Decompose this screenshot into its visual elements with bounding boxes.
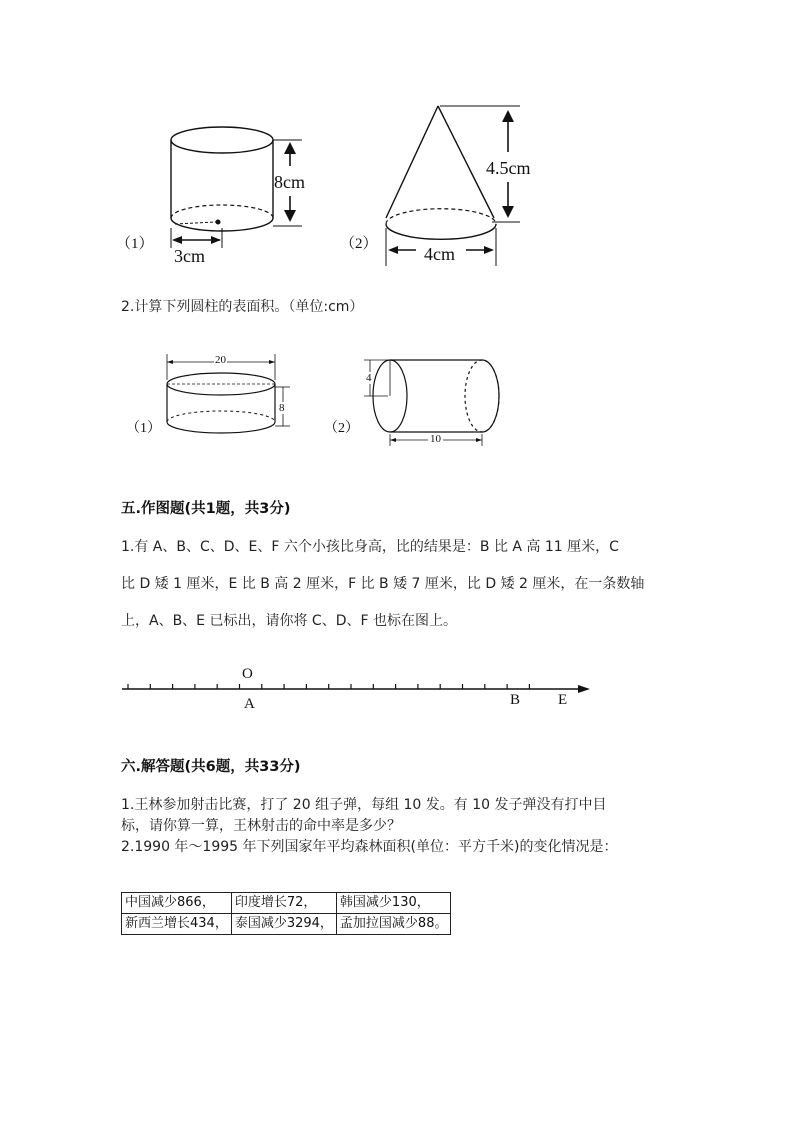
cone-height-label: 4.5cm xyxy=(486,158,531,178)
q2-fig2-length: 10 xyxy=(430,433,441,445)
section5-line-1: 1.有 A、B、C、D、E、F 六个小孩比身高，比的结果是：B 比 A 高 11 厘米，C xyxy=(121,539,619,555)
cylinder-label: （1） xyxy=(116,236,154,252)
cylinder-height-label: 8cm xyxy=(274,172,305,192)
table-cell: 泰国减少3294， xyxy=(231,914,336,935)
forest-table xyxy=(121,892,451,935)
table-cell: 新西兰增长434， xyxy=(122,914,232,935)
axis-origin-label: O xyxy=(242,666,253,682)
table-row xyxy=(122,914,451,935)
table-cell: 中国减少866， xyxy=(122,893,232,914)
cylinder-radius-label: 3cm xyxy=(174,246,205,266)
section5-line-2: 比 D 矮 1 厘米，E 比 B 高 2 厘米，F 比 B 矮 7 厘米，比 D 矮 2 厘米，在一条数轴 xyxy=(121,576,645,592)
cone-diameter-label: 4cm xyxy=(424,244,455,264)
q2-fig2-label: （2） xyxy=(324,421,359,436)
q2-fig1-label: （1） xyxy=(126,421,161,436)
axis-e-label: E xyxy=(558,692,568,708)
q2-text: 2.计算下列圆柱的表面积。（单位:cm） xyxy=(121,299,364,315)
number-axis xyxy=(118,676,598,698)
axis-a-label: A xyxy=(244,696,255,712)
cone-figure xyxy=(380,100,530,270)
table-cell: 孟加拉国减少88。 xyxy=(336,914,451,935)
q2-fig1-diameter: 20 xyxy=(215,354,226,366)
section6-heading: 六.解答题(共6题，共33分) xyxy=(121,759,301,775)
table-cell: 韩国减少130， xyxy=(336,893,451,914)
axis-b-label: B xyxy=(510,692,521,708)
q2-fig2-diameter: 4 xyxy=(366,372,372,384)
cylinder-horizontal-figure xyxy=(158,350,298,450)
table-row xyxy=(122,893,451,914)
section6-q1-line-2: 标，请你算一算，王林射击的命中率是多少？ xyxy=(121,818,401,834)
section5-line-3: 上，A、B、E 已标出，请你将 C、D、F 也标在图上。 xyxy=(121,613,457,629)
section6-q2-text: 2.1990 年～1995 年下列国家年平均森林面积(单位：平方千米)的变化情况是： xyxy=(121,839,618,855)
q2-fig1-height: 8 xyxy=(279,402,285,414)
section5-heading: 五.作图题(共1题，共3分) xyxy=(121,501,291,517)
section6-q1-line-1: 1.王林参加射击比赛，打了 20 组子弹，每组 10 发。有 10 发子弹没有打中目 xyxy=(121,797,607,813)
table-cell: 印度增长72， xyxy=(231,893,336,914)
cone-label: （2） xyxy=(340,236,378,252)
